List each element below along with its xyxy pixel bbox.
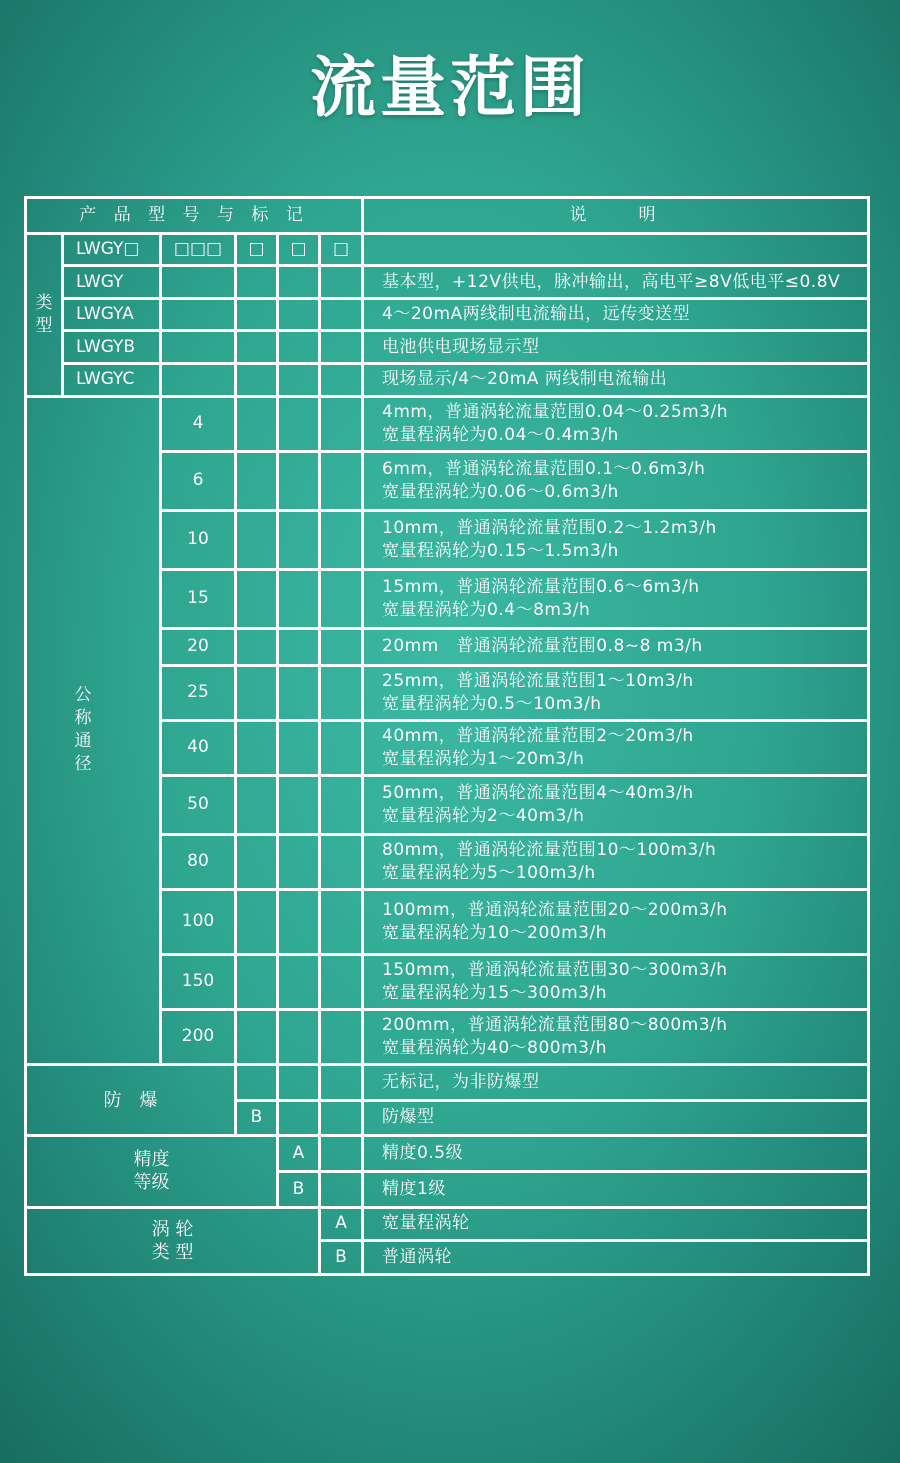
size-code: 15	[161, 569, 236, 628]
size-desc-line2: 宽量程涡轮为0.06～0.6m3/h	[382, 481, 619, 502]
blank-cell	[320, 364, 363, 397]
size-desc	[363, 1009, 869, 1064]
size-desc-line1: 20mm 普通涡轮流量范围0.8~8 m3/h	[382, 636, 703, 657]
size-desc	[363, 834, 869, 889]
blank-cell	[320, 396, 363, 451]
size-code: 200	[161, 1009, 236, 1064]
size-code: 20	[161, 628, 236, 665]
turbine-row	[26, 1207, 869, 1241]
size-desc-line2: 宽量程涡轮为0.5～10m3/h	[382, 693, 602, 714]
spec-table	[24, 196, 870, 1276]
explosion-code	[236, 1064, 278, 1100]
blank-cell	[320, 1171, 363, 1207]
size-desc-line1: 6mm，普通涡轮流量范围0.1～0.6m3/h	[382, 458, 706, 479]
header-product-model: 产 品 型 号 与 标 记	[26, 198, 363, 234]
blank-cell	[278, 569, 320, 628]
blank-cell	[320, 665, 363, 720]
turbine-code: A	[320, 1207, 363, 1241]
blank-cell	[320, 510, 363, 569]
model-desc: 电池供电现场显示型	[363, 331, 869, 364]
blank-cell	[236, 954, 278, 1009]
explosion-label: 防 爆	[26, 1064, 236, 1135]
type-row	[26, 266, 869, 299]
blank-cell	[236, 364, 278, 397]
blank-cell	[278, 331, 320, 364]
size-desc	[363, 954, 869, 1009]
size-code: 100	[161, 889, 236, 954]
blank-cell	[320, 628, 363, 665]
blank-cell	[320, 834, 363, 889]
size-desc-line2: 宽量程涡轮为40～800m3/h	[382, 1037, 607, 1058]
size-placeholder: □□□	[161, 233, 236, 266]
size-desc-line1: 15mm，普通涡轮流量范围0.6～6m3/h	[382, 576, 700, 597]
blank-cell	[236, 451, 278, 510]
blank-cell	[278, 1064, 320, 1100]
blank-cell	[320, 266, 363, 299]
size-desc-line1: 100mm，普通涡轮流量范围20～200m3/h	[382, 899, 728, 920]
turbine-desc: 普通涡轮	[363, 1241, 869, 1275]
blank-cell	[278, 1100, 320, 1136]
blank-cell	[278, 364, 320, 397]
size-desc	[363, 396, 869, 451]
placeholder-row	[26, 233, 869, 266]
model-desc: 4～20mA两线制电流输出，远传变送型	[363, 298, 869, 331]
blank-cell	[161, 331, 236, 364]
size-desc	[363, 665, 869, 720]
turbine-code: B	[320, 1241, 363, 1275]
size-desc	[363, 889, 869, 954]
turbine-placeholder: □	[320, 233, 363, 266]
type-row	[26, 364, 869, 397]
type-row	[26, 298, 869, 331]
blank-cell	[236, 834, 278, 889]
accuracy-desc: 精度1级	[363, 1171, 869, 1207]
blank-cell	[320, 451, 363, 510]
size-code: 25	[161, 665, 236, 720]
type-label: 类 型	[26, 233, 63, 396]
blank-cell	[320, 1100, 363, 1136]
blank-cell	[236, 298, 278, 331]
blank-cell	[236, 396, 278, 451]
size-desc-line2: 宽量程涡轮为15～300m3/h	[382, 982, 607, 1003]
blank-cell	[236, 889, 278, 954]
blank-cell	[236, 1009, 278, 1064]
blank-cell	[278, 834, 320, 889]
size-desc-line2: 宽量程涡轮为2～40m3/h	[382, 805, 585, 826]
type-row	[26, 331, 869, 364]
size-code: 10	[161, 510, 236, 569]
size-desc-line2: 宽量程涡轮为0.04～0.4m3/h	[382, 424, 619, 445]
size-desc-line2: 宽量程涡轮为0.4～8m3/h	[382, 599, 591, 620]
blank-cell	[161, 364, 236, 397]
model-code: LWGYC	[63, 364, 161, 397]
size-desc	[363, 569, 869, 628]
size-code: 80	[161, 834, 236, 889]
blank-cell	[320, 889, 363, 954]
accuracy-placeholder: □	[278, 233, 320, 266]
size-desc-line2: 宽量程涡轮为10～200m3/h	[382, 922, 607, 943]
blank-cell	[278, 775, 320, 834]
size-desc-line1: 40mm，普通涡轮流量范围2～20m3/h	[382, 725, 694, 746]
blank-cell	[320, 954, 363, 1009]
model-code: LWGYB	[63, 331, 161, 364]
accuracy-row	[26, 1136, 869, 1172]
model-desc: 现场显示/4～20mA 两线制电流输出	[363, 364, 869, 397]
size-desc	[363, 775, 869, 834]
code-placeholder: LWGY□	[63, 233, 161, 266]
blank-cell	[278, 510, 320, 569]
accuracy-code: B	[278, 1171, 320, 1207]
blank-cell	[320, 1009, 363, 1064]
size-desc-line1: 10mm，普通涡轮流量范围0.2～1.2m3/h	[382, 517, 717, 538]
blank-cell	[161, 266, 236, 299]
size-desc-line1: 4mm，普通涡轮流量范围0.04～0.25m3/h	[382, 401, 729, 422]
size-desc-line1: 80mm，普通涡轮流量范围10～100m3/h	[382, 839, 717, 860]
size-desc-line1: 200mm，普通涡轮流量范围80～800m3/h	[382, 1014, 728, 1035]
size-desc	[363, 451, 869, 510]
blank-cell	[320, 1136, 363, 1172]
blank-cell	[161, 298, 236, 331]
blank-cell	[278, 396, 320, 451]
blank-cell	[236, 331, 278, 364]
turbine-label: 涡 轮 类 型	[26, 1207, 320, 1274]
turbine-desc: 宽量程涡轮	[363, 1207, 869, 1241]
size-row	[26, 396, 869, 451]
explosion-desc: 防爆型	[363, 1100, 869, 1136]
blank-cell	[236, 775, 278, 834]
size-code: 40	[161, 720, 236, 775]
explosion-placeholder: □	[236, 233, 278, 266]
accuracy-code: A	[278, 1136, 320, 1172]
blank-cell	[278, 665, 320, 720]
size-code: 150	[161, 954, 236, 1009]
model-code: LWGY	[63, 266, 161, 299]
model-code: LWGYA	[63, 298, 161, 331]
blank-cell	[278, 266, 320, 299]
accuracy-desc: 精度0.5级	[363, 1136, 869, 1172]
blank-cell	[278, 628, 320, 665]
blank-cell	[278, 954, 320, 1009]
blank-cell	[236, 720, 278, 775]
size-desc-line2: 宽量程涡轮为1～20m3/h	[382, 748, 585, 769]
explosion-row	[26, 1064, 869, 1100]
size-code: 6	[161, 451, 236, 510]
blank-cell	[278, 889, 320, 954]
blank-cell	[278, 451, 320, 510]
placeholder-desc	[363, 233, 869, 266]
size-desc	[363, 628, 869, 665]
size-desc-line2: 宽量程涡轮为5～100m3/h	[382, 862, 596, 883]
size-desc-line1: 50mm，普通涡轮流量范围4～40m3/h	[382, 782, 694, 803]
blank-cell	[320, 775, 363, 834]
size-code: 4	[161, 396, 236, 451]
size-desc	[363, 510, 869, 569]
blank-cell	[320, 569, 363, 628]
size-code: 50	[161, 775, 236, 834]
explosion-code: B	[236, 1100, 278, 1136]
size-desc-line2: 宽量程涡轮为0.15～1.5m3/h	[382, 540, 619, 561]
header-row	[26, 198, 869, 234]
model-desc: 基本型，+12V供电，脉冲输出，高电平≥8V低电平≤0.8V	[363, 266, 869, 299]
header-description: 说 明	[363, 198, 869, 234]
page-title: 流量范围	[310, 49, 590, 126]
blank-cell	[320, 720, 363, 775]
accuracy-label: 精度 等级	[26, 1136, 278, 1207]
blank-cell	[236, 569, 278, 628]
nominal-diameter-label: 公 称 通 径	[26, 396, 161, 1064]
explosion-desc: 无标记，为非防爆型	[363, 1064, 869, 1100]
blank-cell	[278, 298, 320, 331]
blank-cell	[320, 331, 363, 364]
size-desc-line1: 25mm，普通涡轮流量范围1～10m3/h	[382, 670, 694, 691]
blank-cell	[278, 720, 320, 775]
size-desc	[363, 720, 869, 775]
blank-cell	[278, 1009, 320, 1064]
blank-cell	[320, 298, 363, 331]
blank-cell	[320, 1064, 363, 1100]
blank-cell	[236, 628, 278, 665]
blank-cell	[236, 266, 278, 299]
blank-cell	[236, 510, 278, 569]
blank-cell	[236, 665, 278, 720]
size-desc-line1: 150mm，普通涡轮流量范围30～300m3/h	[382, 959, 728, 980]
